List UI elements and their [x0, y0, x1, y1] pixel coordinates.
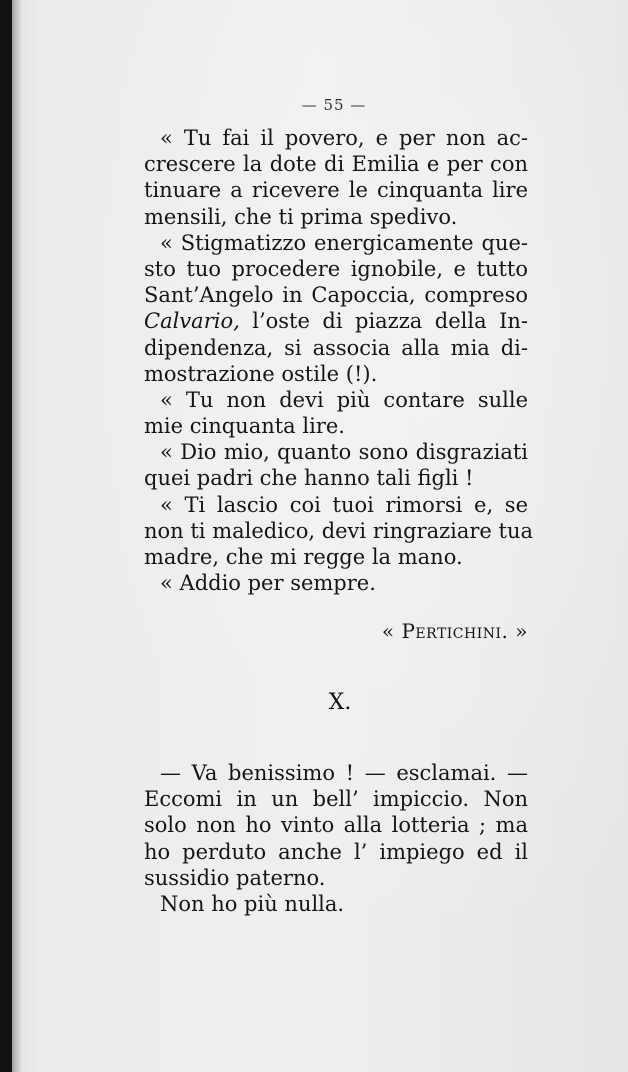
text-line: — Va benissimo ! — esclamai. — [160, 761, 528, 785]
text-line: mie cinquanta lire. [144, 414, 345, 439]
text-line: madre, che mi regge la mano. [144, 545, 463, 569]
text-line: mostrazione ostile (!). [144, 361, 378, 386]
text-line: « Addio per sempre. [160, 571, 376, 596]
narrative-text [144, 760, 528, 917]
page-number: — 55 — [301, 96, 367, 114]
text-line: solo non ho vinto alla lotteria ; ma [144, 813, 528, 838]
gutter-shade [12, 0, 22, 1072]
text-line: crescere la dote di Emilia e per con [144, 152, 528, 177]
text-line: Eccomi in un bell’ impiccio. Non [144, 787, 528, 812]
letter-text [144, 125, 534, 596]
text-line: sto tuo procedere ignobile, e tutto [144, 256, 528, 281]
text-line: « Stigmatizzo energicamente que- [160, 230, 528, 255]
chapter-heading: X. [328, 690, 352, 715]
text-line: sussidio paterno. [144, 865, 326, 890]
text-line: « Tu fai il povero, e per non ac- [160, 126, 528, 150]
text-line [144, 308, 528, 334]
text-line: ho perduto anche l’ impiego ed il [144, 839, 528, 864]
text-line: « Tu non devi più contare sulle [160, 387, 528, 412]
text-line: Non ho più nulla. [160, 891, 345, 916]
text-line: non ti maledico, devi ringraziare tua [144, 518, 534, 543]
letter-signature: « Pertichini. » [381, 619, 528, 643]
text-line: « Dio mio, quanto sono disgraziati [160, 440, 528, 465]
text-line: tinuare a ricevere le cinquanta lire [144, 178, 528, 203]
text-line: quei padri che hanno tali figli ! [144, 466, 474, 491]
text-line: « Ti lascio coi tuoi rimorsi e, se [160, 492, 528, 517]
text-line: Sant’Angelo in Capoccia, compreso [144, 283, 528, 308]
italic-name: Calvario, [144, 309, 240, 334]
book-spine-shadow [0, 0, 12, 1072]
text-fragment: l’oste di piazza della In- [252, 309, 528, 334]
text-line: dipendenza, si associa alla mia di- [144, 335, 528, 360]
text-line: mensili, che ti prima spedivo. [144, 204, 458, 229]
